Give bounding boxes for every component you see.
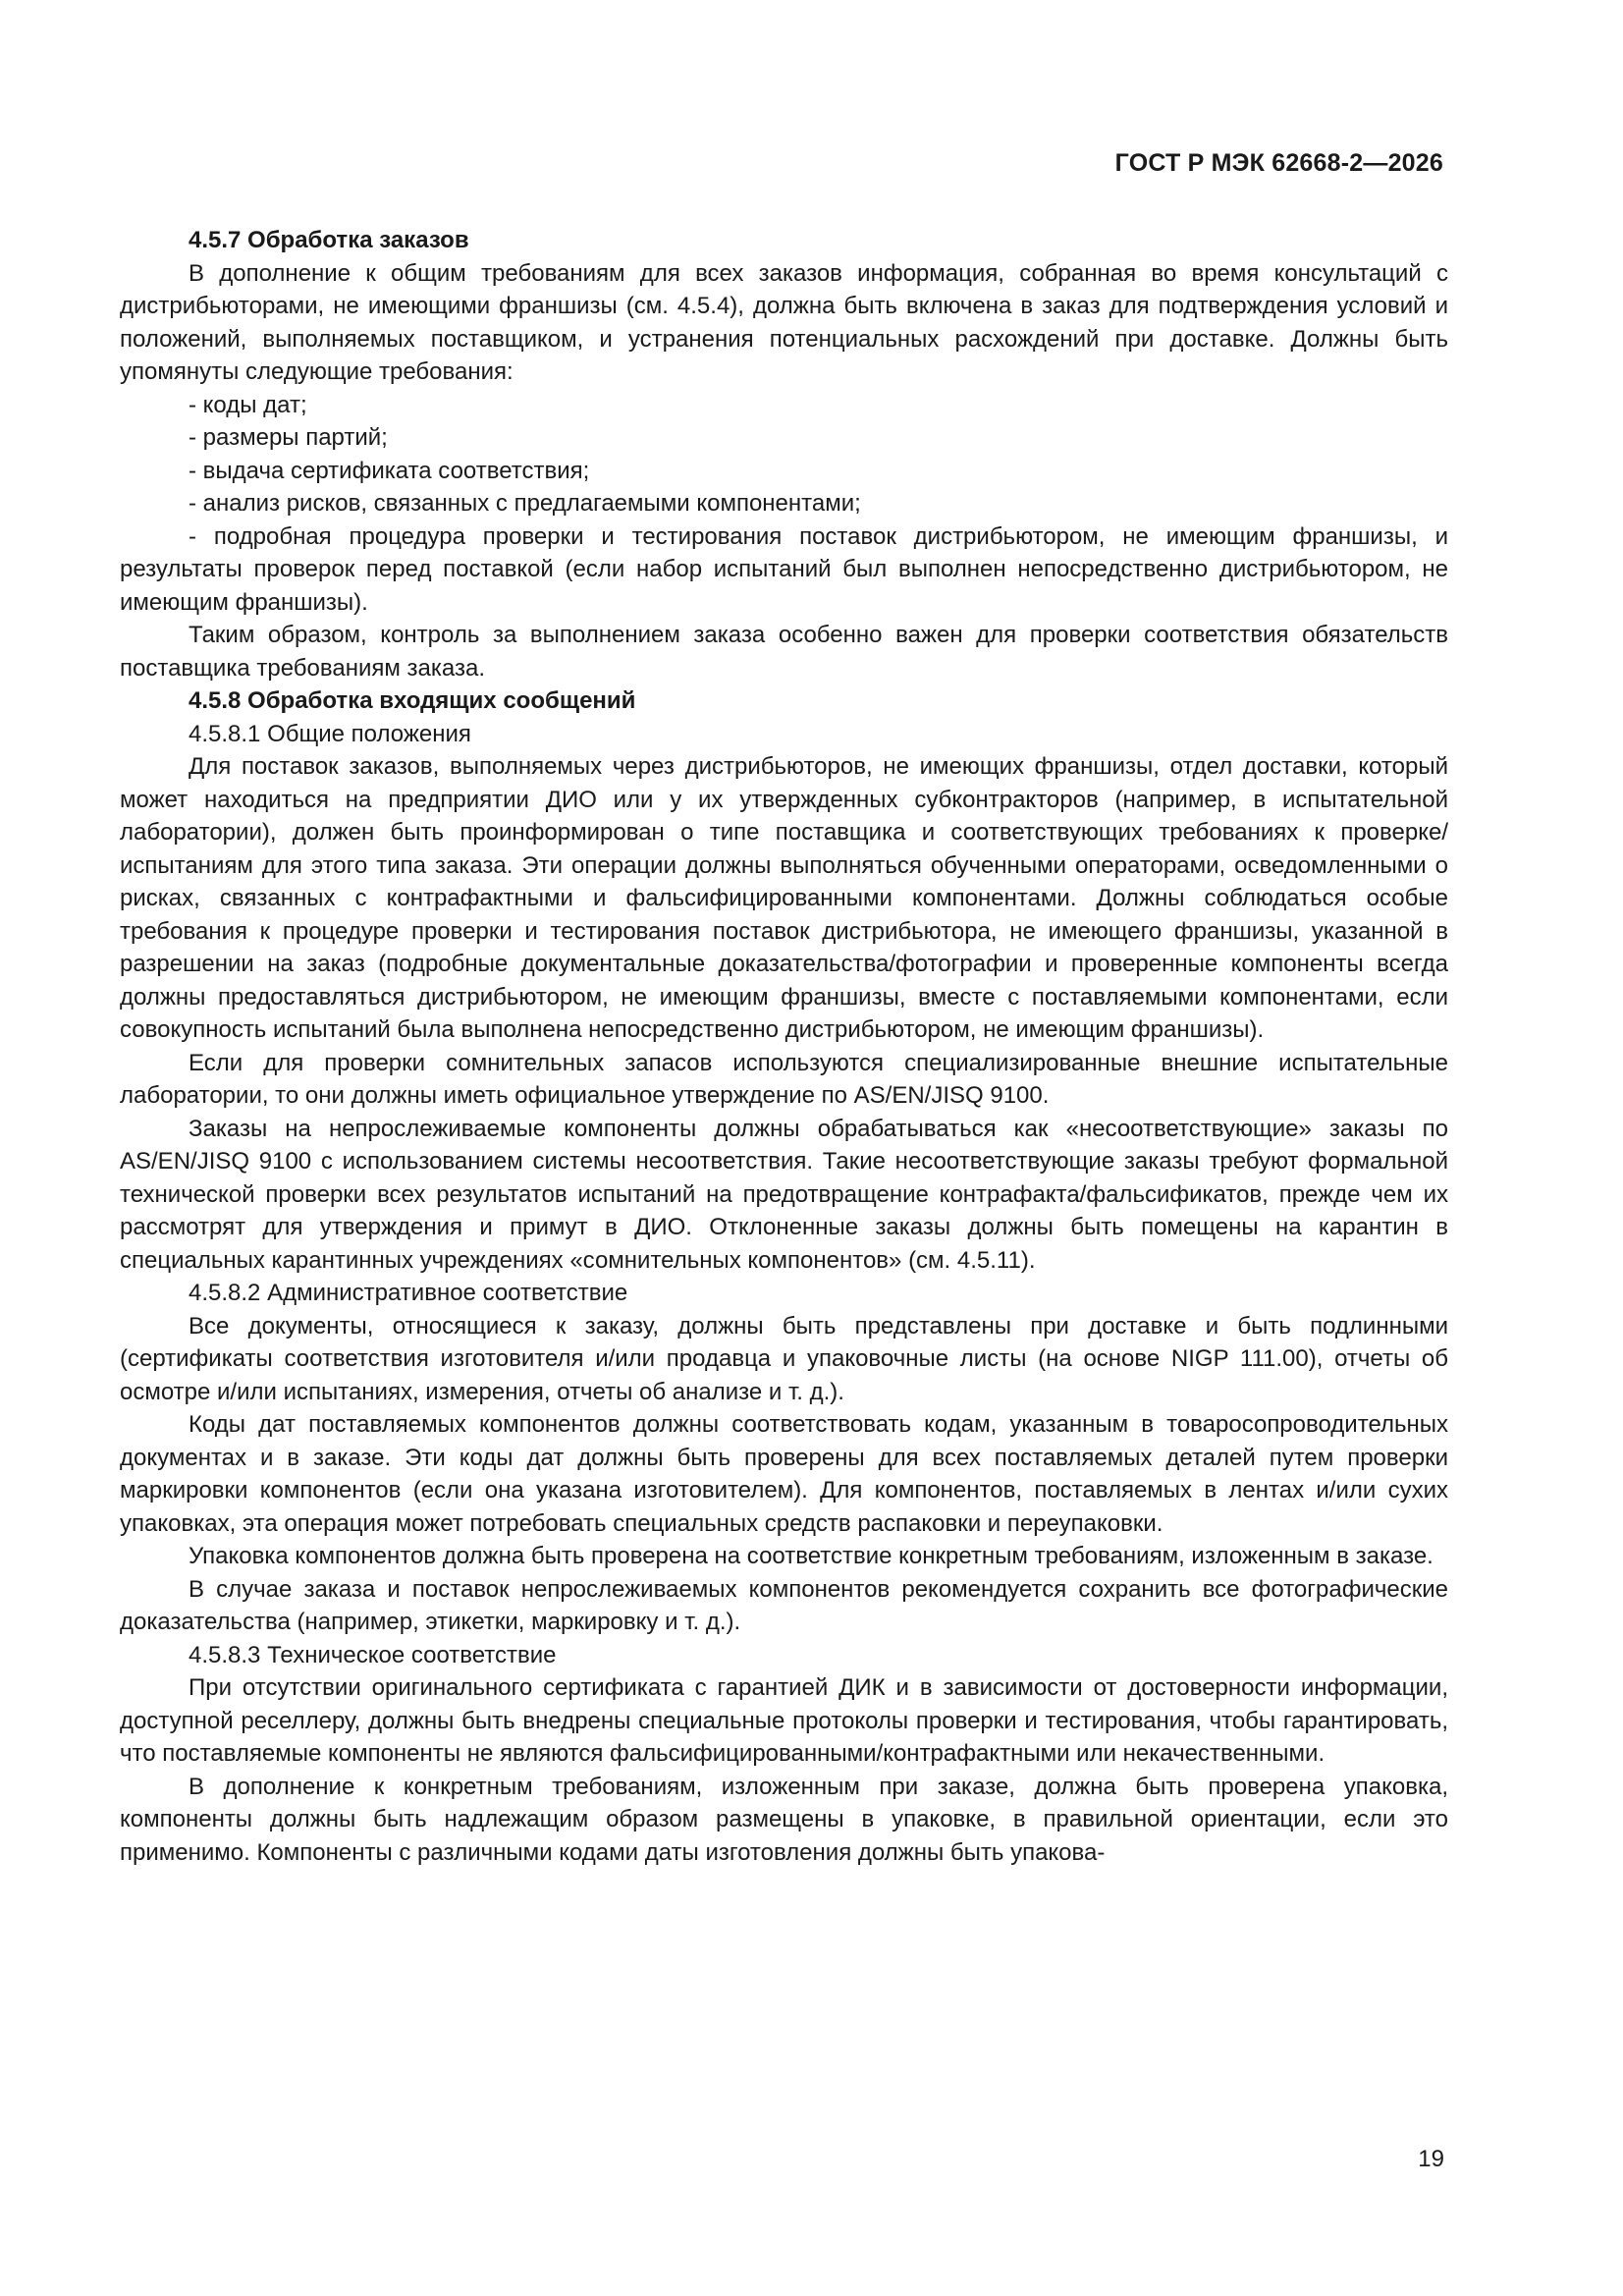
list-item: - анализ рисков, связанных с предлагаемыми компонентами;: [189, 490, 861, 517]
list-item: - подробная процедура проверки и тестирования поставок дистрибьютором, не имеющим франшизы, и результаты проверок перед поставкой (если набор испытаний был выполнен непосредственно дистрибьютором, не имеющим франшизы).: [120, 522, 1448, 616]
paragraph: В дополнение к конкретным требованиям, изложенным при заказе, должна быть проверена упаковка, компоненты должны быть надлежащим образом размещены в упаковке, в правильной ориентации, если это применимо. Компоненты с различными кодами даты изготовления должны быть упакова-: [120, 1773, 1448, 1866]
paragraph: Таким образом, контроль за выполнением заказа особенно важен для проверки соответствия обязательств поставщика требованиям заказа.: [120, 622, 1448, 682]
paragraph: Коды дат поставляемых компонентов должны соответствовать кодам, указанным в товаросопроводительных документах и в заказе. Эти коды дат должны быть проверены для всех поставляемых деталей путем проверки маркировки компонентов (если она указана изготовителем). Для компонентов, поставляемых в лентах и/или сухих упаковках, эта операция может потребовать специальных средств распаковки и переупаковки.: [120, 1411, 1448, 1537]
list-item: - размеры партий;: [189, 424, 388, 451]
subsection-title-4-5-8-2: 4.5.8.2 Административное соответствие: [189, 1280, 628, 1306]
requirements-list: [120, 389, 1448, 620]
paragraph: Для поставок заказов, выполняемых через дистрибьюторов, не имеющих франшизы, отдел доставки, который может находиться на предприятии ДИО или у их утвержденных субконтракторов (например, в испытательной лаборатории), должен быть проинформирован о типе поставщика и соответствующих требованиях к проверке/испытаниям для этого типа заказа. Эти операции должны выполняться обученными операторами, осведомленными о рисках, связанных с контрафактными и фальсифицированными компонентами. Должны соблюдаться особые требования к процедуре проверки и тестирования поставок дистрибьютора, не имеющего франшизы, указанной в разрешении на заказ (подробные документальные доказательства/фотографии и проверенные компоненты всегда должны предоставляться дистрибьютором, не имеющим франшизы, вместе с поставляемыми компонентами, если совокупность испытаний была выполнена непосредственно дистрибьютором, не имеющим франшизы).: [120, 753, 1448, 1043]
document-body: [120, 224, 1448, 1869]
paragraph: Все документы, относящиеся к заказу, должны быть представлены при доставке и быть подлинными (сертификаты соответствия изготовителя и/или продавца и упаковочные листы (на основе NIGP 111.00), отчеты об осмотре и/или испытаниях, измерения, отчеты об анализе и т. д.).: [120, 1312, 1448, 1405]
subsection-title-4-5-8-1: 4.5.8.1 Общие положения: [189, 720, 471, 747]
paragraph: При отсутствии оригинального сертификата с гарантией ДИК и в зависимости от достоверности информации, доступной реселлеру, должны быть внедрены специальные протоколы проверки и тестирования, чтобы гарантировать, что поставляемые компоненты не являются фальсифицированными/контрафактными или некачественными.: [120, 1674, 1448, 1767]
paragraph: Заказы на непрослеживаемые компоненты должны обрабатываться как «несоответствующие» заказы по AS/EN/JISQ 9100 с использованием системы несоответствия. Такие несоответствующие заказы требуют формальной технической проверки всех результатов испытаний на предотвращение контрафакта/фальсификатов, прежде чем их рассмотрят для утверждения и примут в ДИО. Отклоненные заказы должны быть помещены на карантин в специальных карантинных учреждениях «сомнительных компонентов» (см. 4.5.11).: [120, 1115, 1448, 1274]
list-item: - коды дат;: [189, 391, 307, 418]
list-item: - выдача сертификата соответствия;: [189, 457, 590, 484]
paragraph: В случае заказа и поставок непрослеживаемых компонентов рекомендуется сохранить все фотографические доказательства (например, этикетки, маркировку и т. д.).: [120, 1575, 1448, 1635]
paragraph: Упаковка компонентов должна быть проверена на соответствие конкретным требованиям, изложенным в заказе.: [189, 1543, 1434, 1569]
section-title-4-5-7: 4.5.7 Обработка заказов: [189, 227, 469, 253]
section-title-4-5-8: 4.5.8 Обработка входящих сообщений: [189, 687, 636, 714]
subsection-title-4-5-8-3: 4.5.8.3 Техническое соответствие: [189, 1641, 557, 1668]
page-number: 19: [1418, 2146, 1444, 2172]
paragraph: В дополнение к общим требованиям для всех заказов информация, собранная во время консультаций с дистрибьюторами, не имеющими франшизы (см. 4.5.4), должна быть включена в заказ для подтверждения условий и положений, выполняемых поставщиком, и устранения потенциальных расхождений при доставке. Должны быть упомянуты следующие требования:: [120, 259, 1448, 385]
paragraph: Если для проверки сомнительных запасов используются специализированные внешние испытательные лаборатории, то они должны иметь официальное утверждение по AS/EN/JISQ 9100.: [120, 1049, 1448, 1109]
document-id-header: ГОСТ Р МЭК 62668-2—2026: [1114, 149, 1443, 177]
